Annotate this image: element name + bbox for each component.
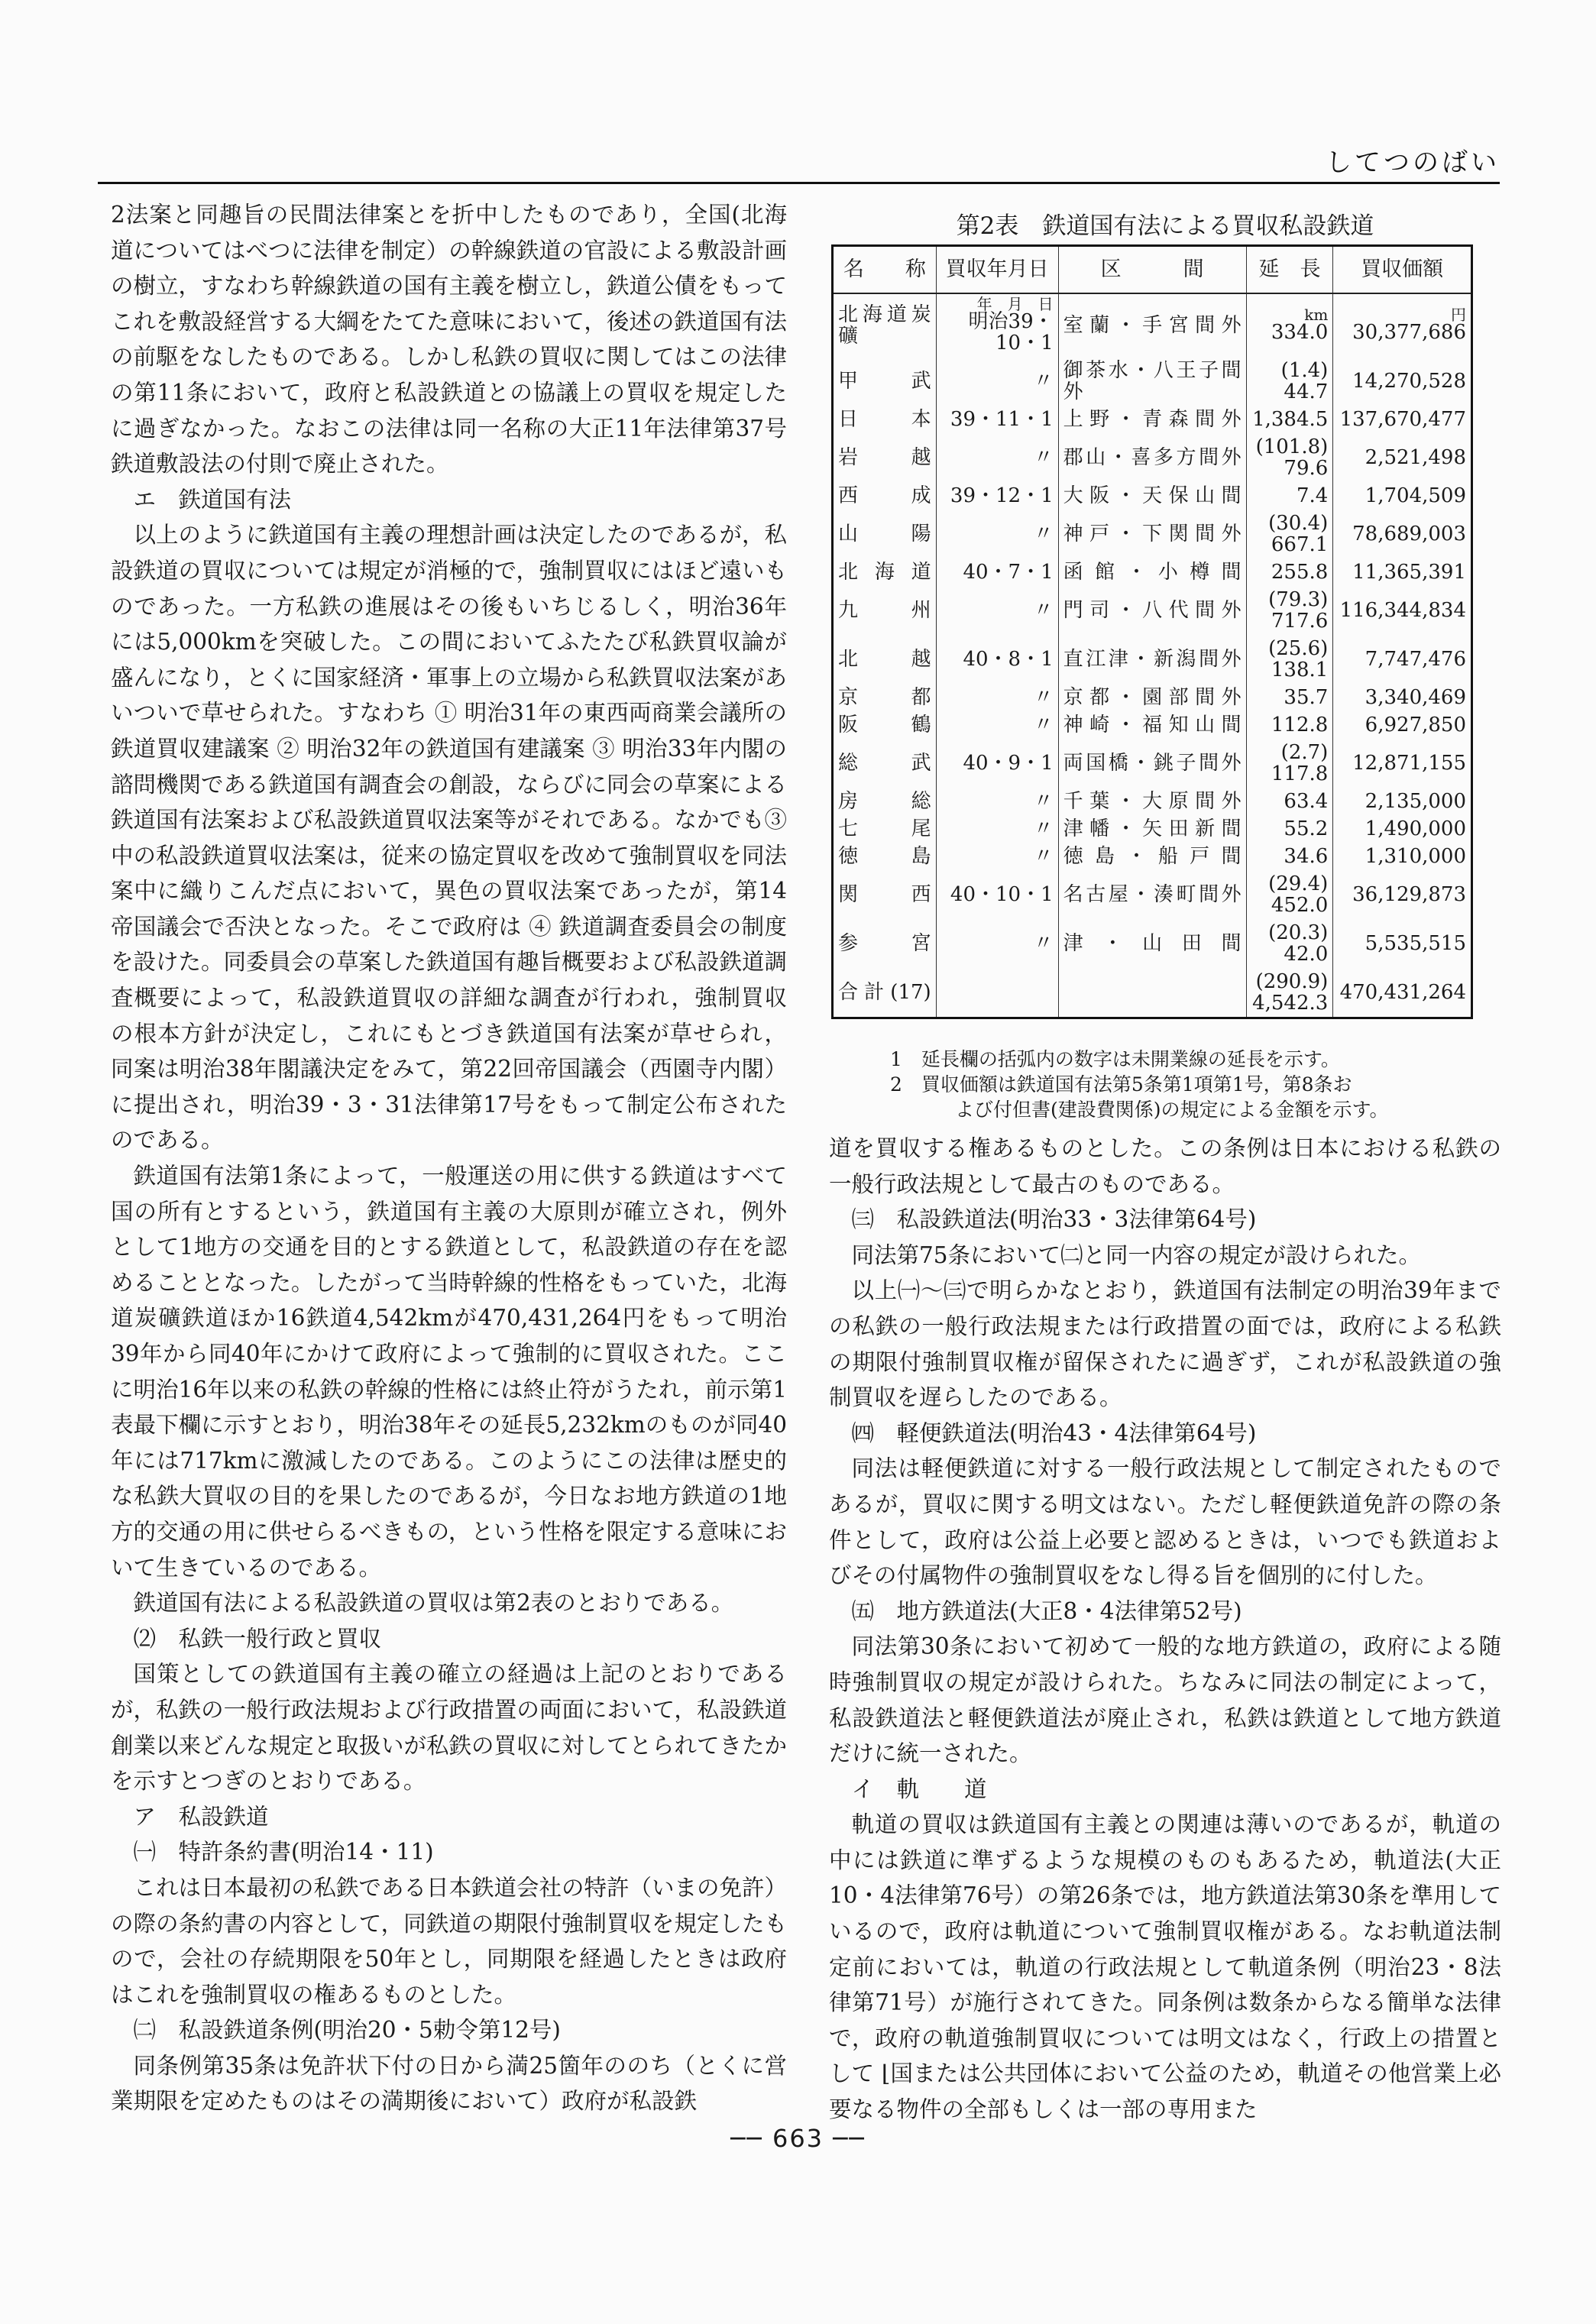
price: 1,490,000: [1365, 817, 1466, 840]
section: 両国橋・銚子間外: [1063, 752, 1242, 775]
railway-name: 参宮: [838, 932, 931, 955]
length-unit: km: [1304, 306, 1329, 324]
section-heading: ㈡ 私設鉄道条例(明治20・5勅令第12号): [133, 2017, 561, 2044]
price: 470,431,264: [1339, 981, 1466, 1004]
cell-name: [833, 406, 937, 433]
cell-length: [1246, 482, 1333, 510]
railway-name: 北越: [838, 648, 931, 671]
section: 神戸・下関間外: [1063, 523, 1242, 545]
table-row: [833, 739, 1472, 788]
table-row: [833, 433, 1472, 482]
cell-length: [1246, 870, 1333, 919]
railway-name: 山陽: [838, 523, 931, 545]
cell-name: [833, 357, 937, 406]
page-number: ── 663 ──: [730, 2124, 866, 2153]
cell-date: [936, 711, 1058, 739]
cell-price: [1333, 843, 1472, 870]
cell-section: [1058, 482, 1246, 510]
header-name: 名 称: [833, 246, 937, 294]
header-price: 買収価額: [1333, 246, 1472, 294]
length-unopened: (1.4): [1280, 359, 1329, 382]
length: 79.6: [1284, 457, 1329, 480]
body-paragraph: 以上㈠～㈢で明らかなとおり，鉄道国有法制定の明治39年までの私鉄の一般行政法規または行政措置の面では，政府による私鉄の期限付強制買収権が留保されたに過ぎず，これが私設鉄道の強制買収を遅らしたのである。: [829, 1277, 1501, 1411]
length: 55.2: [1284, 817, 1329, 840]
cell-price: [1333, 433, 1472, 482]
date: 40・10・1: [950, 883, 1054, 906]
left-column: [111, 197, 787, 2119]
body-paragraph: 同法は軽便鉄道に対する一般行政法規として制定されたものであるが，買収に関する明文はない。ただし軽便鉄道免許の際の条件として，政府は公益上必要と認めるときは，いつでも鉄道およびその付属物件の強制買収をなし得る旨を個別的に付した。: [829, 1455, 1501, 1589]
body-paragraph: 軌道の買収は鉄道国有主義との関連は薄いのであるが，軌道の中には鉄道に準ずるような規模のものもあるため，軌道法(大正10・4法律第76号）の第26条では，地方鉄道法第30条を準用しているので，政府は軌道について強制買収権がある。なお軌道法制定前においては，軌道の行政法規として軌道条例（明治23・8法律第71号）が施行されてきた。同条例は数条からなる簡単な法律で，政府の軌道強制買収については明文はなく，行政上の措置として ⌊国または公共団体において公益のため，軌道その他営業上必要なる物件の全部もしくは一部の専用また: [829, 1811, 1501, 2123]
price: 12,871,155: [1352, 752, 1466, 775]
cell-length: [1246, 586, 1333, 635]
table-row: [833, 510, 1472, 558]
price: 137,670,477: [1339, 408, 1466, 431]
cell-price: [1333, 482, 1472, 510]
cell-section: [1058, 919, 1246, 968]
cell-length: [1246, 739, 1333, 788]
date: 〃: [1033, 932, 1054, 955]
price: 11,365,391: [1352, 561, 1466, 584]
section-heading: エ 鉄道国有法: [133, 486, 292, 513]
section-heading: ⑵ 私鉄一般行政と買収: [133, 1625, 382, 1652]
table-note: 2 買収価額は鉄道国有法第5条第1項第1号，第8条お: [890, 1073, 1352, 1096]
cell-section: [1058, 406, 1246, 433]
railway-name: 日本: [838, 408, 931, 431]
cell-date: [936, 815, 1058, 843]
table-row: [833, 815, 1472, 843]
header-length: 延 長: [1246, 246, 1333, 294]
cell-name: [833, 635, 937, 684]
price: 36,129,873: [1352, 883, 1466, 906]
body-paragraph: 同法第75条において㈡と同一内容の規定が設けられた。: [851, 1241, 1422, 1268]
price: 5,535,515: [1365, 932, 1466, 955]
cell-date: [936, 788, 1058, 815]
cell-length: [1246, 968, 1333, 1018]
table-notes: [829, 1047, 1501, 1122]
cell-name: [833, 870, 937, 919]
cell-section: [1058, 586, 1246, 635]
railway-name: 総武: [838, 752, 931, 775]
cell-section: [1058, 968, 1246, 1018]
date: 〃: [1033, 845, 1054, 868]
length: 117.8: [1271, 762, 1329, 785]
table-row: [833, 293, 1472, 357]
cell-length: [1246, 711, 1333, 739]
cell-name: [833, 510, 937, 558]
cell-name: [833, 482, 937, 510]
cell-price: [1333, 919, 1472, 968]
section-heading: イ 軌 道: [851, 1775, 987, 1802]
cell-price: [1333, 357, 1472, 406]
table-total-row: [833, 968, 1472, 1018]
cell-section: [1058, 635, 1246, 684]
table-row: [833, 843, 1472, 870]
cell-name: [833, 558, 937, 586]
section-heading: ㈣ 軽便鉄道法(明治43・4法律第64号): [851, 1419, 1257, 1446]
price: 78,689,003: [1352, 523, 1466, 545]
cell-length: [1246, 788, 1333, 815]
date: 〃: [1033, 817, 1054, 840]
section: 上野・青森間外: [1063, 408, 1242, 431]
body-paragraph: これは日本最初の私鉄である日本鉄道会社の特許（いまの免許）の際の条約書の内容として，同鉄道の期限付強制買収を規定したもので，会社の存続期限を50年とし，同期限を経過したときは政府はこれを強制買収の権あるものとした。: [111, 1874, 788, 2008]
table-title: 第2表 鉄道国有法による買収私設鉄道: [956, 212, 1374, 240]
cell-date: [936, 293, 1058, 357]
railway-name: 北海道: [838, 561, 931, 584]
cell-section: [1058, 293, 1246, 357]
price: 2,135,000: [1365, 790, 1466, 813]
section: 郡山・喜多方間外: [1063, 446, 1242, 469]
section: 大阪・天保山間: [1063, 484, 1242, 507]
section: 名古屋・湊町間外: [1063, 883, 1242, 906]
length: 334.0: [1271, 321, 1329, 344]
price: 3,340,469: [1365, 686, 1466, 709]
date: 40・7・1: [963, 561, 1054, 584]
cell-date: [936, 482, 1058, 510]
cell-date: [936, 919, 1058, 968]
cell-date: [936, 739, 1058, 788]
cell-date: [936, 586, 1058, 635]
body-paragraph: 国策としての鉄道国有主義の確立の経過は上記のとおりであるが，私鉄の一般行政法規および行政措置の両面において，私設鉄道創業以来どんな規定と取扱いが私鉄の買収に対してとられてきたかを示すとつぎのとおりである。: [111, 1661, 788, 1795]
cell-date: [936, 406, 1058, 433]
price: 1,310,000: [1365, 845, 1466, 868]
cell-date: [936, 433, 1058, 482]
railway-name: 北海道炭礦: [838, 303, 931, 348]
railway-name: 阪鶴: [838, 714, 931, 736]
cell-section: [1058, 843, 1246, 870]
cell-length: [1246, 406, 1333, 433]
price: 14,270,528: [1352, 370, 1466, 393]
table-header-row: [833, 246, 1472, 294]
length: 138.1: [1271, 659, 1329, 681]
cell-price: [1333, 293, 1472, 357]
railway-name: 西成: [838, 484, 931, 507]
cell-date: [936, 870, 1058, 919]
cell-name: [833, 968, 937, 1018]
table-row: [833, 870, 1472, 919]
section: 門司・八代間外: [1063, 599, 1242, 622]
table-body: [833, 293, 1472, 1018]
cell-length: [1246, 843, 1333, 870]
length-unopened: (2.7): [1280, 741, 1329, 764]
section: 千葉・大原間外: [1063, 790, 1242, 813]
cell-date: [936, 635, 1058, 684]
date: 明治39・10・1: [968, 310, 1054, 354]
length: 112.8: [1271, 714, 1329, 736]
date: 〃: [1033, 599, 1054, 622]
length: 667.1: [1271, 533, 1329, 556]
header-rule: [98, 182, 1500, 184]
section: 室蘭・手宮間外: [1063, 314, 1242, 337]
length: 44.7: [1284, 380, 1329, 403]
table-note: よび付但書(建設費関係)の規定による金額を示す。: [955, 1099, 1389, 1121]
date: 〃: [1033, 686, 1054, 709]
cell-name: [833, 815, 937, 843]
length-unopened: (20.3): [1268, 921, 1329, 944]
body-paragraph: 2法案と同趣旨の民間法律案とを折中したものであり，全国(北海道についてはべつに法律を制定）の幹線鉄道の官設による敷設計画の樹立，すなわち幹線鉄道の国有主義を樹立し，鉄道公債をもってこれを敷設経営する大綱をたてた意味において，後述の鉄道国有法の前駆をなしたものである。しかし私鉄の買収に関してはこの法律の第11条において，政府と私設鉄道との協議上の買収を規定したに過ぎなかった。なおこの法律は同一名称の大正11年法律第37号鉄道敷設法の付則で廃止された。: [111, 202, 788, 477]
cell-length: [1246, 357, 1333, 406]
body-paragraph: 同法第30条において初めて一般的な地方鉄道の，政府による随時強制買収の規定が設けられた。ちなみに同法の制定によって，私設鉄道法と軽便鉄道法が廃止され，私鉄は鉄道として地方鉄道だけに統一された。: [829, 1633, 1501, 1767]
cell-price: [1333, 739, 1472, 788]
cell-section: [1058, 684, 1246, 711]
length-unopened: (30.4): [1268, 512, 1329, 535]
table-row: [833, 558, 1472, 586]
section: 神崎・福知山間: [1063, 714, 1242, 736]
cell-length: [1246, 684, 1333, 711]
cell-name: [833, 788, 937, 815]
section-heading: ア 私設鉄道: [133, 1803, 269, 1830]
price-unit: 円: [1451, 306, 1466, 324]
price: 1,704,509: [1365, 484, 1466, 507]
price: 116,344,834: [1339, 599, 1466, 622]
body-paragraph: 同条例第35条は免許状下付の日から満25箇年ののち（とくに営業期限を定めたものはその満期後において）政府が私設鉄: [111, 2052, 787, 2115]
section-heading: ㈢ 私設鉄道法(明治33・3法律第64号): [851, 1206, 1257, 1233]
railway-name: 房総: [838, 790, 931, 813]
length: 255.8: [1271, 561, 1329, 584]
length-unopened: (290.9): [1255, 970, 1329, 993]
cell-price: [1333, 711, 1472, 739]
cell-price: [1333, 968, 1472, 1018]
cell-price: [1333, 684, 1472, 711]
table-row: [833, 788, 1472, 815]
table-row: [833, 586, 1472, 635]
section: 直江津・新潟間外: [1063, 648, 1242, 671]
date: 〃: [1033, 523, 1054, 545]
length-unopened: (29.4): [1268, 872, 1329, 895]
cell-price: [1333, 870, 1472, 919]
length: 4,542.3: [1252, 992, 1329, 1015]
cell-length: [1246, 510, 1333, 558]
section: 京都・園部間外: [1063, 686, 1242, 709]
body-paragraph: 鉄道国有法第1条によって，一般運送の用に供する鉄道はすべて国の所有とするという，鉄道国有主義の大原則が確立され，例外として1地方の交通を目的とする鉄道として，私設鉄道の存在を認めることとなった。したがって当時幹線的性格をもっていた，北海道炭礦鉄道ほか16鉄道4,542kmが470,431,264円をもって明治39年から同40年にかけて政府によって強制的に買収された。ここに明治16年以来の私鉄の幹線的性格には終止符がうたれ，前示第1表最下欄に示すとおり，明治38年その延長5,232kmのものが同40年には717kmに激減したのである。このようにこの法律は歴史的な私鉄大買収の目的を果したのであるが，今日なお地方鉄道の1地方的交通の用に供せらるべきもの，という性格を限定する意味において生きているのである。: [111, 1163, 788, 1581]
cell-name: [833, 711, 937, 739]
cell-length: [1246, 815, 1333, 843]
length: 1,384.5: [1252, 408, 1329, 431]
railway-name: 甲武: [838, 370, 931, 393]
length: 35.7: [1284, 686, 1329, 709]
cell-name: [833, 586, 937, 635]
section-heading: ㈠ 特許条約書(明治14・11): [133, 1839, 434, 1866]
header-date: 買収年月日: [936, 246, 1058, 294]
date: 40・8・1: [963, 648, 1054, 671]
price: 30,377,686: [1352, 321, 1466, 344]
cell-name: [833, 684, 937, 711]
cell-date: [936, 968, 1058, 1018]
section: 御茶水・八王子間外: [1063, 359, 1242, 403]
cell-section: [1058, 739, 1246, 788]
right-column: [829, 1131, 1501, 2128]
railway-name: 関西: [838, 883, 931, 906]
cell-length: [1246, 433, 1333, 482]
cell-section: [1058, 711, 1246, 739]
cell-price: [1333, 815, 1472, 843]
cell-price: [1333, 406, 1472, 433]
cell-name: [833, 293, 937, 357]
buyout-table: [831, 244, 1473, 1019]
cell-name: [833, 739, 937, 788]
length: 34.6: [1284, 845, 1329, 868]
date-unit: 年 月 日: [976, 295, 1054, 313]
table-note: 1 延長欄の括弧内の数字は未開業線の延長を示す。: [890, 1048, 1340, 1070]
cell-section: [1058, 510, 1246, 558]
cell-price: [1333, 788, 1472, 815]
table-row: [833, 482, 1472, 510]
body-paragraph: 道を買収する権あるものとした。この条例は日本における私鉄の一般行政法規として最古のものである。: [829, 1135, 1501, 1197]
section: 徳島・船戸間: [1063, 845, 1242, 868]
section: 津・山田間: [1063, 932, 1242, 955]
date: 〃: [1033, 370, 1054, 393]
cell-section: [1058, 433, 1246, 482]
cell-section: [1058, 815, 1246, 843]
table-row: [833, 635, 1472, 684]
railway-name: 岩越: [838, 446, 931, 469]
body-paragraph: 鉄道国有法による私設鉄道の買収は第2表のとおりである。: [133, 1590, 734, 1617]
cell-section: [1058, 870, 1246, 919]
cell-date: [936, 843, 1058, 870]
length: 717.6: [1271, 610, 1329, 633]
length-unopened: (79.3): [1268, 588, 1329, 611]
cell-length: [1246, 919, 1333, 968]
date: 〃: [1033, 446, 1054, 469]
date: 39・11・1: [950, 408, 1054, 431]
section-heading: ㈤ 地方鉄道法(大正8・4法律第52号): [851, 1597, 1242, 1624]
cell-price: [1333, 586, 1472, 635]
section: 津幡・矢田新間: [1063, 817, 1242, 840]
cell-price: [1333, 510, 1472, 558]
table-row: [833, 406, 1472, 433]
running-title: してつのばい: [1326, 147, 1500, 178]
table-row: [833, 684, 1472, 711]
price: 6,927,850: [1365, 714, 1466, 736]
railway-name: 徳島: [838, 845, 931, 868]
cell-section: [1058, 788, 1246, 815]
cell-price: [1333, 558, 1472, 586]
cell-name: [833, 433, 937, 482]
price: 7,747,476: [1365, 648, 1466, 671]
date: 40・9・1: [963, 752, 1054, 775]
section: 函館・小樽間: [1063, 561, 1242, 584]
cell-date: [936, 510, 1058, 558]
body-paragraph: 以上のように鉄道国有主義の理想計画は決定したのであるが，私設鉄道の買収については規定が消極的で，強制買収にはほど遠いものであった。一方私鉄の進展はその後もいちじるしく，明治36年には5,000kmを突破した。この間においてふたたび私鉄買収論が盛んになり，とくに国家経済・軍事上の立場から私鉄買収法案があいついで草せられた。すなわち ① 明治31年の東西両商業会議所の鉄道買収建議案 ② 明治32年の鉄道国有建議案 ③ 明治33年内閣の諮問機関である鉄道国有調査会の創設，ならびに同会の草案による鉄道国有法案および私設鉄道買収法案等がそれである。なかでも③中の私設鉄道買収法案は，従来の協定買収を改めて強制買収を同法案中に織りこんだ点において，異色の買収法案であったが，第14帝国議会で否決となった。そこで政府は ④ 鉄道調査委員会の制度を設けた。同委員会の草案した鉄道国有趣旨概要および私設鉄道調査概要によって，私設鉄道買収の詳細な調査が行われ，強制買収の根本方針が決定し，これにもとづき鉄道国有法案が草せられ，同案は明治38年閣議決定をみて，第22回帝国議会（西園寺内閣）に提出され，明治39・3・31法律第17号をもって制定公布されたのである。: [111, 522, 788, 1154]
cell-name: [833, 919, 937, 968]
cell-length: [1246, 558, 1333, 586]
length-unopened: (101.8): [1255, 435, 1329, 458]
date: 39・12・1: [950, 484, 1054, 507]
cell-price: [1333, 635, 1472, 684]
length: 7.4: [1296, 484, 1329, 507]
table-row: [833, 711, 1472, 739]
date: 〃: [1033, 790, 1054, 813]
cell-name: [833, 843, 937, 870]
cell-section: [1058, 558, 1246, 586]
cell-date: [936, 558, 1058, 586]
date: 〃: [1033, 714, 1054, 736]
length-unopened: (25.6): [1268, 637, 1329, 660]
price: 2,521,498: [1365, 446, 1466, 469]
cell-date: [936, 684, 1058, 711]
length: 42.0: [1284, 943, 1329, 966]
header-section: 区 間: [1058, 246, 1246, 294]
cell-length: [1246, 293, 1333, 357]
length: 452.0: [1271, 894, 1329, 917]
table-row: [833, 919, 1472, 968]
length: 63.4: [1284, 790, 1329, 813]
table-row: [833, 357, 1472, 406]
railway-name: 九州: [838, 599, 931, 622]
cell-date: [936, 357, 1058, 406]
cell-length: [1246, 635, 1333, 684]
cell-section: [1058, 357, 1246, 406]
railway-name: 京都: [838, 686, 931, 709]
railway-name: 七尾: [838, 817, 931, 840]
railway-name: 合計(17): [838, 981, 931, 1004]
